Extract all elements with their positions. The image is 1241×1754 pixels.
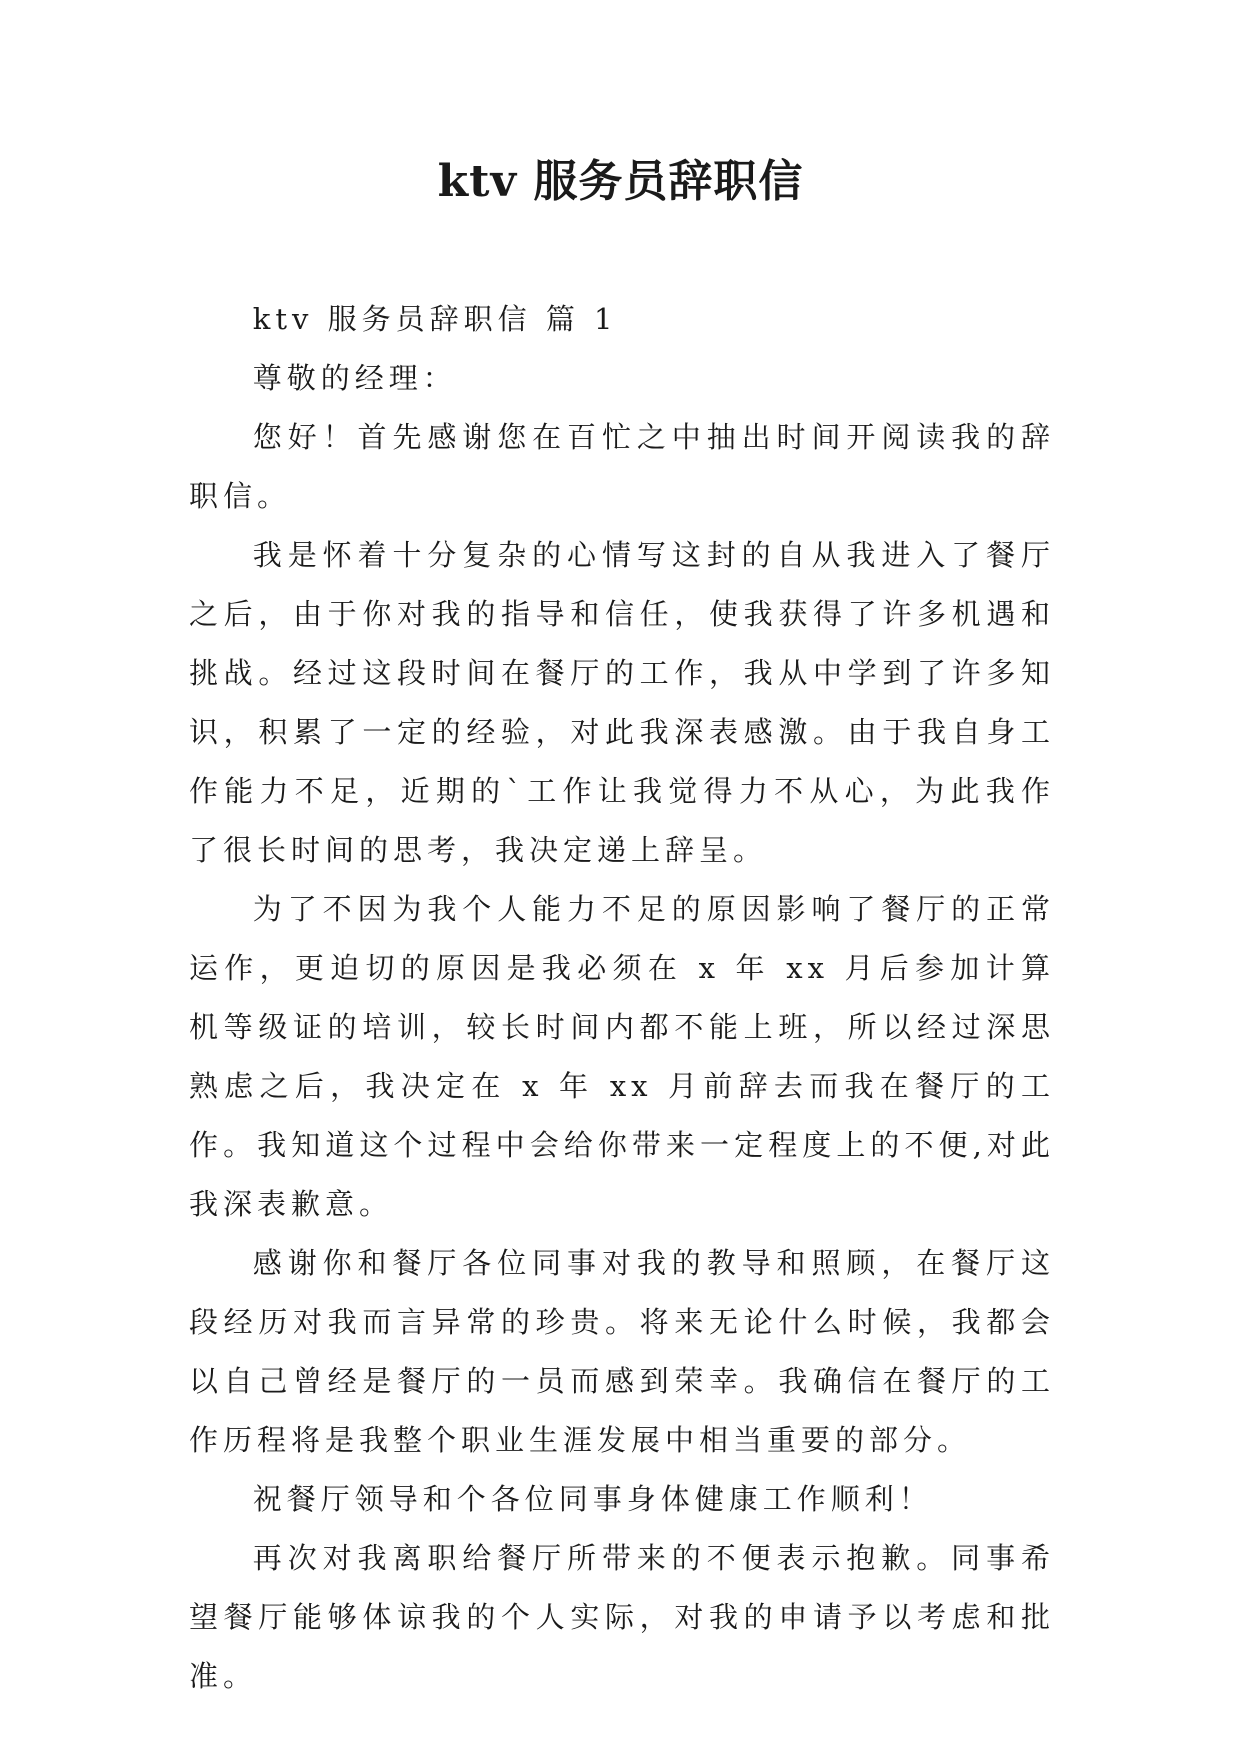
section-heading: ktv 服务员辞职信 篇 1 <box>252 302 618 336</box>
document-body <box>189 290 1055 1706</box>
salutation: 尊敬的经理： <box>252 361 457 395</box>
paragraph-wishes: 祝餐厅领导和个各位同事身体健康工作顺利！ <box>252 1482 933 1516</box>
paragraph-reason: 我是怀着十分复杂的心情写这封的自从我进入了餐厅之后，由于你对我的指导和信任，使我获得了许多机遇和挑战。经过这段时间在餐厅的工作，我从中学到了许多知识，积累了一定的经验，对此我深表感激。由于我自身工作能力不足，近期的`工作让我觉得力不从心，为此我作了很长时间的思考，我决定递上辞呈。 <box>189 538 1055 867</box>
paragraph-closing: 再次对我离职给餐厅所带来的不便表示抱歉。同事希望餐厅能够体谅我的个人实际，对我的申请予以考虑和批准。 <box>189 1541 1055 1693</box>
paragraph-greeting: 您好！首先感谢您在百忙之中抽出时间开阅读我的辞职信。 <box>189 420 1055 513</box>
document-title: ktv 服务员辞职信 <box>437 156 804 207</box>
paragraph-resignation-date: 为了不因为我个人能力不足的原因影响了餐厅的正常运作，更迫切的原因是我必须在 x 年 xx 月后参加计算机等级证的培训，较长时间内都不能上班，所以经过深思熟虑之后，我决定在 x 年 xx 月前辞去而我在餐厅的工作。我知道这个过程中会给你带来一定程度上的不便,对此我深表歉意。 <box>189 892 1055 1221</box>
paragraph-thanks: 感谢你和餐厅各位同事对我的教导和照顾，在餐厅这段经历对我而言异常的珍贵。将来无论什么时候，我都会以自己曾经是餐厅的一员而感到荣幸。我确信在餐厅的工作历程将是我整个职业生涯发展中相当重要的部分。 <box>189 1246 1055 1457</box>
